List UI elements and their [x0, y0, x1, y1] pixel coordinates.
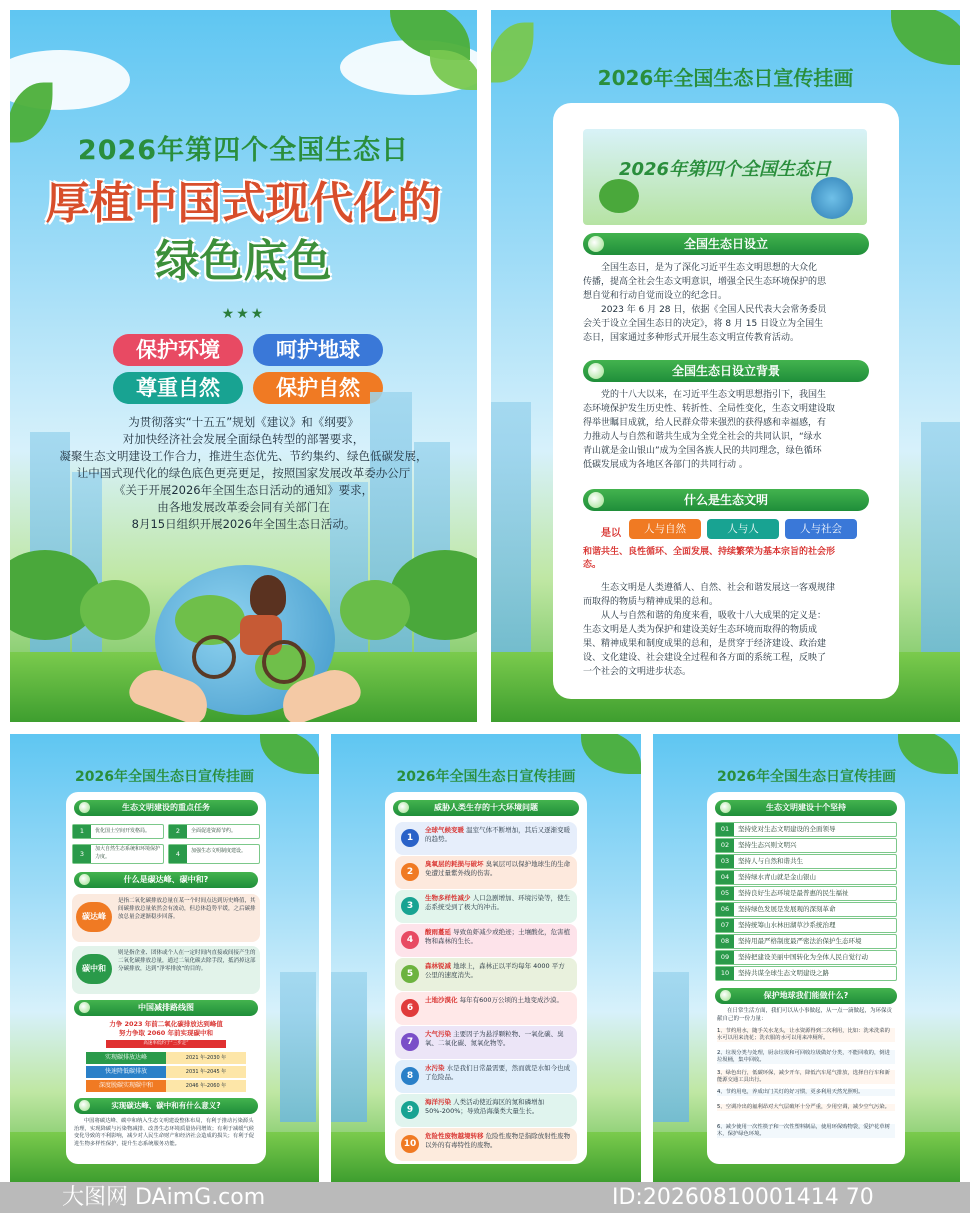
globe-dot-icon	[79, 1002, 90, 1013]
issue-item	[395, 1026, 577, 1059]
section-title: 什么是生态文明	[683, 493, 768, 507]
section-title: 保护地球我们能做什么?	[763, 991, 849, 1000]
text-line: 而取得的物质与精神成果的总和。	[583, 597, 719, 607]
banner-image	[583, 129, 867, 225]
year-title: 2026年第四个全国生态日	[77, 135, 410, 166]
text-line: 2023 年 6 月 28 日，依据《全国人民代表大会常务委员	[601, 305, 827, 315]
text-line: 生态文明是人类遵循人、自然、社会和谐发展这一客观规律	[601, 583, 836, 593]
roadmap-years: 2031 年-2045 年	[166, 1066, 246, 1078]
tip-item: 5、空调冷出的氟利昂对大气层破坏十分严重，少用空调，减少空气污染。	[717, 1104, 895, 1111]
task-number: 1	[73, 825, 91, 838]
leaf-icon	[891, 10, 960, 65]
tip-item: 4、节约用电，养成出门关灯的好习惯，更多利用天然光照明。	[717, 1089, 895, 1096]
section-header	[715, 988, 897, 1004]
text-line: 生态文明是人类为保护和建设美好生态环境而取得的物质成	[583, 625, 818, 635]
intro-line: 8月15日组织开展2026年全国生态日活动。	[131, 517, 356, 531]
watermark-site: 大图网 DAimG.com	[62, 1185, 266, 1210]
issue-text: 地球上，森林正以平均每年 4000 平方公里的速度消失。	[425, 962, 565, 979]
headline	[10, 175, 477, 291]
section-text	[583, 388, 873, 472]
intro-line: 《关于开展2026年全国生态日活动的通知》要求，	[113, 483, 374, 497]
intro-line: 对加快经济社会发展全面绿色转型的部署要求，	[122, 432, 365, 446]
persist-text: 坚持人与自然和谐共生	[738, 857, 803, 865]
section-header	[74, 872, 258, 888]
issue-text: 水是我们日常最需要，然而就是水如今也成了危险品。	[425, 1064, 571, 1081]
text-line: 设、文化建设、社会建设全过程和各方面的系统工程，反映了	[583, 653, 827, 663]
persist-item	[715, 886, 897, 901]
globe-dot-icon	[720, 990, 731, 1001]
text-line: 力争 2023 年前二氧化碳排放达到峰值	[109, 1020, 223, 1028]
issue-heading: 水污染	[425, 1064, 445, 1072]
issue-heading: 酸雨蔓延	[425, 928, 451, 936]
issue-item	[395, 1128, 577, 1161]
text-line: 和谐共生、良性循环、全面发展、持续繁荣为基本宗旨的社会形	[583, 547, 836, 557]
section-header	[74, 1098, 258, 1114]
globe-dot-icon	[588, 236, 604, 252]
persist-item	[715, 966, 897, 981]
task-text: 优化国土空间开发格局。	[95, 828, 151, 834]
issue-number: 5	[401, 965, 419, 983]
persist-number: 10	[716, 967, 734, 980]
text-line: 全国生态日，是为了深化习近平生态文明思想的大众化	[601, 263, 818, 273]
persist-item	[715, 950, 897, 965]
issue-number: 8	[401, 1067, 419, 1085]
panel-title: 2026年全国生态日宣传挂画	[717, 769, 896, 785]
text-line: 传播，提高全社会生态文明意识，增强全民生态环境保护的思	[583, 277, 827, 287]
issue-text: 人口急剧增加、环境污染等，使生态系统受到了极大的冲击。	[425, 894, 571, 911]
persist-item	[715, 870, 897, 885]
persist-text: 坚持用最严格制度最严密法治保护生态环境	[738, 937, 862, 945]
headline-line2: 绿色底色	[155, 236, 332, 287]
building	[331, 972, 367, 1122]
section-header	[583, 360, 869, 382]
section-header	[74, 1000, 258, 1016]
section-title: 中国减排路线图	[138, 1003, 194, 1012]
text-line: 会关于设立全国生态日的决定》，将 8 月 15 日设立为全国生	[583, 319, 824, 329]
text-line: 党的十八大以来，在习近平生态文明思想指引下，我国生	[601, 390, 827, 400]
intro-line: 由各地发展改革委会同有关部门在	[157, 500, 330, 514]
globe-dot-icon	[79, 874, 90, 885]
persist-text: 坚持共谋全球生态文明建设之路	[738, 969, 829, 977]
issue-item	[395, 1060, 577, 1093]
roadmap-step: 深度脱碳实现碳中和	[86, 1080, 166, 1092]
issue-heading: 全球气候变暖	[425, 826, 464, 834]
intro-line: 让中国式现代化的绿色底色更亮更足，按照国家发展改革委办公厅	[76, 466, 411, 480]
issue-number: 7	[401, 1033, 419, 1051]
section-header	[715, 800, 897, 816]
issue-item	[395, 958, 577, 991]
carbon-neutral-box	[72, 946, 260, 994]
content-card	[385, 792, 587, 1164]
persist-number: 04	[716, 871, 734, 884]
panel-title: 2026年全国生态日宣传挂画	[396, 769, 576, 785]
content-card	[553, 103, 899, 699]
persist-number: 06	[716, 903, 734, 916]
banner-title: 2026年第四个全国生态日	[618, 159, 832, 180]
issue-heading: 生物多样性减少	[425, 894, 471, 902]
task-text: 加大自然生态系统和环境保护力度。	[95, 846, 161, 860]
persist-text: 坚持良好生态环境是最普惠的民生福祉	[738, 889, 849, 897]
carbon-neutral-text: 则是指企业、团体或个人在一定时间内直接或间接产生的二氧化碳排放总量，通过二氧化碳去除手段，抵消掉这部分碳排放，达到“净零排放”的目的。	[118, 950, 256, 972]
persist-text: 坚持把建设美丽中国转化为全体人民自觉行动	[738, 953, 868, 961]
persist-item	[715, 854, 897, 869]
tag-human-human: 人与人	[707, 519, 779, 539]
carbon-peak-label: 碳达峰	[76, 902, 112, 932]
issue-item	[395, 1094, 577, 1127]
pill-protect-nature: 保护自然	[253, 372, 383, 404]
issue-item	[395, 856, 577, 889]
bicycle-wheel-icon	[192, 635, 236, 679]
tip-item: 3、绿色出行，低碳环保，减少开车，降低汽车尾气排放，选择自行车和新能源交通工具出行。	[717, 1070, 895, 1084]
issue-number: 10	[401, 1135, 419, 1153]
tree	[80, 580, 150, 640]
section-text	[583, 581, 873, 679]
task-number: 4	[169, 845, 187, 863]
carbon-peak-box	[72, 894, 260, 942]
text-line: 态日，国家通过多种形式开展生态文明宣传教育活动。	[583, 333, 800, 343]
building	[491, 402, 531, 662]
section-text	[583, 261, 873, 345]
text-line: 从人与自然和谐的角度来看，吸收十八大成果的定义是：	[601, 611, 827, 621]
pill-protect-env: 保护环境	[113, 334, 243, 366]
roadmap-goal	[66, 1020, 266, 1038]
issue-number: 4	[401, 931, 419, 949]
issue-text: 温室气体不断增加，其后又逐渐变暖的趋势。	[425, 826, 571, 843]
persist-item	[715, 822, 897, 837]
tag-human-society: 人与社会	[785, 519, 857, 539]
task-item	[72, 824, 164, 839]
bicycle-wheel-icon	[262, 640, 306, 684]
persist-number: 08	[716, 935, 734, 948]
issue-heading: 大气污染	[425, 1030, 451, 1038]
watermark-id: ID:20260810001414 70	[612, 1185, 874, 1210]
section-title: 威胁人类生存的十大环境问题	[434, 803, 538, 812]
text-line: 态。	[583, 560, 602, 570]
section-title: 实现碳达峰、碳中和有什么意义?	[111, 1101, 221, 1110]
girl-hair	[250, 575, 286, 617]
issue-item	[395, 890, 577, 923]
text-line: 力推动人与自然和谐共生成为全党全社会的共同认识，“绿水	[583, 432, 822, 442]
section-title: 什么是碳达峰、碳中和?	[123, 875, 209, 884]
issue-heading: 海洋污染	[425, 1098, 451, 1106]
tips-intro: 在日常生活方面，我们可以从小事做起，从一点一滴做起，为环保贡献自己的一份力量：	[717, 1008, 893, 1022]
text-line: 得举世瞩目成就，给人民群众带来强烈的获得感和幸福感，有	[583, 418, 827, 428]
issue-item	[395, 924, 577, 957]
roadmap-note: 高速率低约于“三步走”	[106, 1040, 226, 1048]
is-label: 是以	[601, 528, 621, 539]
text-line: 果、精神成果和制度成果的总和，是贯穿于经济建设、政治建	[583, 639, 827, 649]
issue-number: 9	[401, 1101, 419, 1119]
section-title: 全国生态日设立背景	[671, 364, 780, 378]
roadmap-years: 2021 年-2030 年	[166, 1052, 246, 1064]
issue-text: 人类活动使近海区的氮和磷增加 50%-200%；导致沿海藻类大量生长。	[425, 1098, 545, 1115]
tree	[340, 580, 410, 640]
globe-dot-icon	[720, 802, 731, 813]
persist-text: 坚持绿色发展是发展观的深刻革命	[738, 905, 836, 913]
persist-number: 07	[716, 919, 734, 932]
red-text	[583, 546, 873, 572]
section-text: 中国将碳达峰、碳中和纳入生态文明建设整体布局，有利于推动污染源头治理，实现降碳与污染物减排、改善生态环境质量协同增效；有利于减缓气候变化导致的不利影响，减少对人民生命财产和经济社会造成的损失；有利于促进生物多样性保护，提升生态系统服务功能。	[74, 1118, 255, 1147]
persist-item	[715, 918, 897, 933]
persist-number: 02	[716, 839, 734, 852]
environment-issues-panel	[331, 734, 641, 1182]
text-line: 青山就是金山银山”成为全国各族人民的共同理念，绿色循环	[583, 446, 822, 456]
section-title: 全国生态日设立	[683, 237, 768, 251]
tip-item: 1、节约用水，随手关水龙头，让水资源得到二次利用，比如：洗米洗菜的水可以用来浇花；洗衣服的水可以用来冲厕所。	[717, 1028, 895, 1042]
persist-text: 坚持绿水青山就是金山银山	[738, 873, 816, 881]
intro-text	[30, 414, 457, 533]
persist-text: 坚持党对生态文明建设的全面领导	[738, 825, 836, 833]
persist-number: 05	[716, 887, 734, 900]
text-line: 努力争取 2060 年前实现碳中和	[118, 1029, 214, 1037]
persist-item	[715, 934, 897, 949]
carbon-panel	[10, 734, 319, 1182]
intro-line: 凝聚生态文明建设工作合力，推进生态优先、节约集约、绿色低碳发展，	[59, 449, 428, 463]
persist-number: 03	[716, 855, 734, 868]
tip-item: 2、垃圾分类与处理，厨余垃圾和可回收垃圾做好分类，不能回收的，倒进垃圾桶，集中回收。	[717, 1050, 895, 1064]
persist-item	[715, 902, 897, 917]
carbon-neutral-label: 碳中和	[76, 954, 112, 984]
persist-number: 01	[716, 823, 734, 836]
issue-heading: 土地沙漠化	[425, 996, 458, 1004]
carbon-peak-text: 是指二氧化碳排放总量在某一个时间点达到历史峰值，其间碳排放总量依然会有波动，但总体趋势平缓，之后碳排放总量会逐渐稳步回落。	[118, 898, 256, 920]
building	[280, 972, 316, 1122]
issue-text: 每年有600万公顷的土地变成沙漠。	[459, 996, 563, 1004]
task-item	[72, 844, 164, 864]
text-line: 想自觉和行动自觉而设立的纪念日。	[583, 291, 728, 301]
text-line: 态环境保护发生历史性、转折性、全局性变化，生态文明建设取	[583, 404, 836, 414]
persist-text: 坚持生态兴则文明兴	[738, 841, 797, 849]
stars-icon: ★★★	[221, 306, 266, 322]
task-text: 加强生态文明制度建设。	[191, 848, 247, 854]
pill-respect-nature: 尊重自然	[113, 372, 243, 404]
persist-item	[715, 838, 897, 853]
issue-text: 危险性废物是指除放射性废物以外的有毒特性的废物。	[425, 1132, 571, 1149]
issue-text: 臭氧层可以保护地球生的生命免遭过量紫外线的伤害。	[425, 860, 571, 877]
section-header	[583, 489, 869, 511]
globe-icon	[811, 177, 853, 219]
section-header	[583, 233, 869, 255]
section-title: 生态文明建设十个坚持	[766, 803, 846, 812]
issue-number: 2	[401, 863, 419, 881]
roadmap-step: 实现碳排放达峰	[86, 1052, 166, 1064]
issue-item	[395, 992, 577, 1025]
issue-item	[395, 822, 577, 855]
section-header	[393, 800, 579, 816]
task-item	[168, 824, 260, 839]
issue-heading: 危险性废物越境转移	[425, 1132, 484, 1140]
pill-care-earth: 呵护地球	[253, 334, 383, 366]
globe-dot-icon	[588, 492, 604, 508]
issue-number: 6	[401, 999, 419, 1017]
persistence-panel	[653, 734, 960, 1182]
globe-dot-icon	[588, 363, 604, 379]
globe-dot-icon	[398, 802, 409, 813]
content-card	[707, 792, 905, 1164]
issue-text: 主要因子为悬浮颗粒物、一氧化碳、臭氧、二氧化碳、氮氧化物等。	[425, 1030, 564, 1047]
headline-line1: 厚植中国式现代化的	[45, 178, 442, 229]
issue-heading: 臭氧层的耗损与破坏	[425, 860, 484, 868]
globe-dot-icon	[79, 1100, 90, 1111]
panel-title: 2026年全国生态日宣传挂画	[597, 66, 854, 90]
persist-text: 坚持统筹山水林田湖草沙系统治理	[738, 921, 836, 929]
section-header	[74, 800, 258, 816]
issue-number: 1	[401, 829, 419, 847]
task-number: 2	[169, 825, 187, 838]
issue-number: 3	[401, 897, 419, 915]
task-number: 3	[73, 845, 91, 863]
section-title: 生态文明建设的重点任务	[122, 803, 210, 812]
persist-number: 09	[716, 951, 734, 964]
building	[921, 422, 960, 662]
intro-line: 为贯彻落实“十五五”规划《建议》和《纲要》	[128, 415, 359, 429]
globe-dot-icon	[79, 802, 90, 813]
content-card	[66, 792, 266, 1164]
tip-item: 6、减少使用一次性筷子和一次性塑料制品，使用环保购物袋，爱护花草树木，保护绿色环境。	[717, 1124, 895, 1138]
roadmap-step: 快速降低碳排放	[86, 1066, 166, 1078]
roadmap-years: 2046 年-2060 年	[166, 1080, 246, 1092]
issue-heading: 森林锐减	[425, 962, 451, 970]
cover-panel	[10, 10, 477, 722]
issue-text: 导致鱼虾减少或绝迹；土壤酸化，危害植物和森林的生长。	[425, 928, 571, 945]
tree	[599, 179, 639, 213]
text-line: 一个社会的文明进步状态。	[583, 667, 692, 677]
panel-title: 2026年全国生态日宣传挂画	[75, 769, 254, 785]
ecology-day-panel	[491, 10, 960, 722]
task-text: 全面促进资源节约。	[191, 828, 237, 834]
tag-human-nature: 人与自然	[629, 519, 701, 539]
task-item	[168, 844, 260, 864]
text-line: 低碳发展成为各地区各部门的共同行动 。	[583, 460, 748, 470]
building	[653, 972, 689, 1122]
